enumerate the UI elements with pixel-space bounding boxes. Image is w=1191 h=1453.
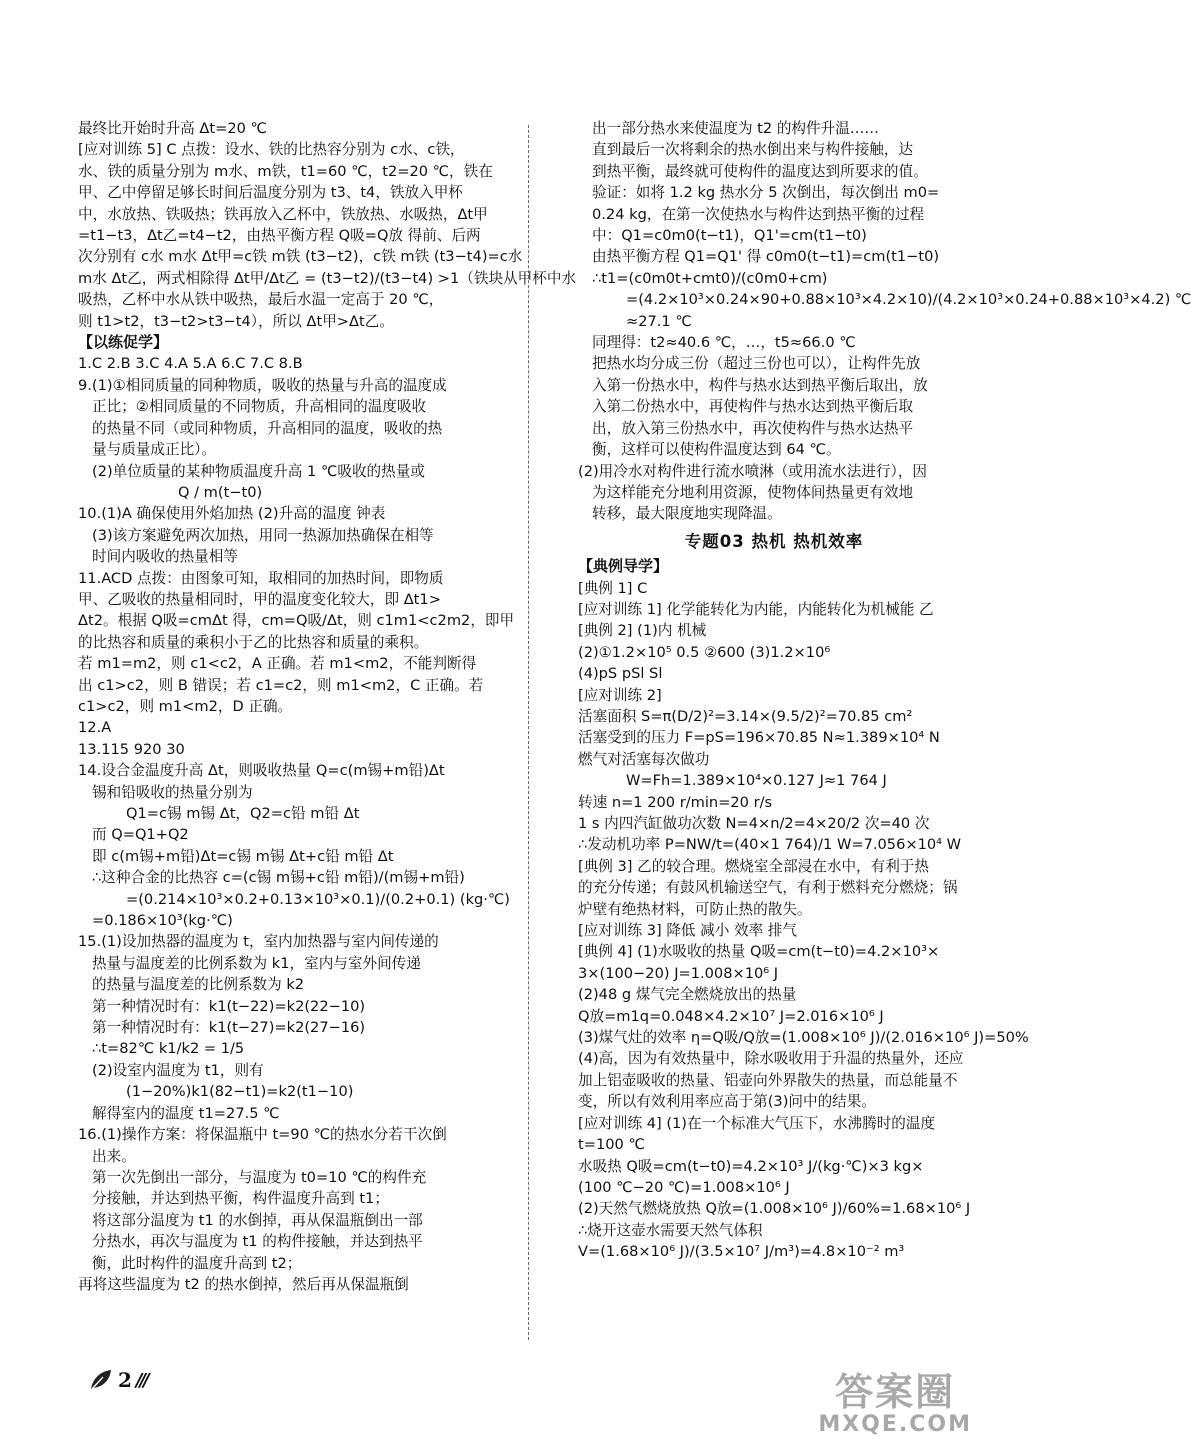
text-line: 中：Q1=c0m0(t−t1)，Q1'=cm(t1−t0) (592, 227, 867, 245)
text-line: (3)煤气灶的效率 η=Q吸/Q放=(1.008×10⁶ J)/(2.016×10⁶ J)=50% (578, 1029, 1029, 1047)
text-line: 吸热，乙杯中水从铁中吸热，最后水温一定高于 20 ℃， (78, 291, 444, 309)
text-line: 最终比开始时升高 Δt=20 ℃ (78, 120, 267, 137)
text-line: 1 s 内四汽缸做功次数 N=4×n/2=4×20/2 次=40 次 (578, 815, 930, 832)
text-line: 第一次先倒出一部分，与温度为 t0=10 ℃的构件充 (92, 1168, 427, 1186)
text-line: 出来。 (92, 1147, 136, 1165)
text-line: 0.24 kg，在第一次使热水与构件达到热平衡的过程 (592, 205, 925, 223)
text-line: 活塞面积 S=π(D/2)²=3.14×(9.5/2)²=70.85 cm² (578, 707, 913, 725)
text-line: ≈27.1 ℃ (626, 312, 692, 330)
text-line: 12.A (78, 719, 112, 737)
text-line: 【以练促学】 (78, 333, 169, 352)
text-line: (2)用冷水对构件进行流水喷淋（或用流水法进行），因 (578, 462, 928, 480)
text-line: 若 m1=m2，则 c1<c2，A 正确。若 m1<m2，不能判断得 (78, 655, 477, 673)
text-line: (2)单位质量的某种物质温度升高 1 ℃吸收的热量或 (92, 462, 425, 480)
text-line: 出 c1>c2，则 B 错误；若 c1=c2，则 m1<m2，C 正确。若 (78, 676, 484, 694)
text-line: 热量与温度差的比例系数为 k1，室内与室外间传递 (92, 954, 421, 972)
text-line: [应对训练 1] 化学能转化为内能，内能转化为机械能 乙 (578, 600, 934, 618)
text-line: 水吸热 Q吸=cm(t−t0)=4.2×10³ J/(kg·℃)×3 kg× (578, 1157, 924, 1175)
text-line: (3)该方案避免两次加热，用同一热源加热确保在相等 (92, 526, 434, 544)
text-line: 中，水放热、铁吸热；铁再放入乙杯中，铁放热、水吸热，Δt甲 (78, 205, 488, 223)
text-line: =0.186×10³(kg·℃) (92, 912, 233, 930)
text-line: =t1−t3，Δt乙=t4−t2，由热平衡方程 Q吸=Q放 得前、后两 (78, 227, 481, 245)
text-line: Q放=m1q=0.048×4.2×10⁷ J=2.016×10⁶ J (578, 1007, 884, 1025)
text-line: 到热平衡，最终就可使构件的温度达到所要求的值。 (592, 162, 928, 180)
text-line: [应对训练 4] (1)在一个标准大气压下，水沸腾时的温度 (578, 1114, 936, 1132)
text-line: 加上铝壶吸收的热量、铝壶向外界散失的热量，而总能量不 (578, 1071, 958, 1089)
text-line: 再将这些温度为 t2 的热水倒掉，然后再从保温瓶倒 (78, 1275, 409, 1293)
text-line: 第一种情况时有：k1(t−22)=k2(22−10) (92, 997, 366, 1015)
text-line: 为这样能充分地利用资源，使物体间热量更有效地 (592, 483, 914, 501)
text-line: ∴发动机功率 P=NW/t=(40×1 764)/1 W=7.056×10⁴ W (578, 836, 962, 854)
text-line: ∴烧开这壶水需要天然气体积 (578, 1221, 763, 1239)
text-line: (2)设室内温度为 t1，则有 (92, 1061, 264, 1079)
text-line: ∴这种合金的比热容 c=(c锡 m锡+c铅 m铅)/(m锡+m铅) (92, 869, 465, 887)
text-line: 入第一份热水中，构件与热水达到热平衡后取出，放 (592, 376, 928, 394)
text-line: [典例 3] 乙的较合理。燃烧室全部浸在水中，有利于热 (578, 857, 930, 875)
text-line: 13.115 920 30 (78, 740, 185, 758)
text-line: 直到最后一次将剩余的热水倒出来与构件接触，达 (592, 141, 914, 159)
watermark-top-text: 答案圈 (835, 1370, 956, 1414)
text-line: 衡，此时构件的温度升高到 t2； (92, 1254, 302, 1272)
right-column (578, 118, 1191, 1263)
text-line: 的热量与温度差的比例系数为 k2 (92, 976, 305, 994)
text-line: W=Fh=1.389×10⁴×0.127 J≈1 764 J (626, 772, 887, 790)
text-line: (100 ℃−20 ℃)=1.008×10⁶ J (578, 1178, 790, 1196)
leaf-icon (88, 1367, 114, 1393)
text-line: Q1=c锡 m锡 Δt，Q2=c铅 m铅 Δt (126, 805, 360, 822)
text-line: 15.(1)设加热器的温度为 t，室内加热器与室内间传递的 (78, 933, 439, 951)
text-line: 而 Q=Q1+Q2 (92, 826, 189, 844)
text-line: 11.ACD 点拨：由图象可知，取相同的加热时间，即物质 (78, 569, 444, 587)
text-line: 将这部分温度为 t1 的水倒掉，再从保温瓶倒出一部 (92, 1211, 423, 1229)
text-line: 把热水均分成三份（超过三份也可以），让构件先放 (592, 355, 921, 373)
text-line: 水、铁的质量分别为 m水、m铁，t1=60 ℃，t2=20 ℃，铁在 (78, 162, 493, 180)
text-line: 1.C 2.B 3.C 4.A 5.A 6.C 7.C 8.B (78, 355, 303, 373)
text-line: 14.设合金温度升高 Δt，则吸收热量 Q=c(m锡+m铅)Δt (78, 762, 445, 780)
text-line: 入第二份热水中，再使构件与热水达到热平衡后取 (592, 398, 914, 416)
page-number: 2 (118, 1368, 132, 1392)
text-line: 量与质量成正比）。 (92, 441, 217, 459)
text-line: V=(1.68×10⁶ J)/(3.5×10⁷ J/m³)=4.8×10⁻² m³ (578, 1243, 905, 1261)
section-title: 专题03 热机 热机效率 (684, 531, 864, 551)
text-line: 甲、乙中停留足够长时间后温度分别为 t3、t4，铁放入甲杯 (78, 184, 463, 202)
text-line: 解得室内的温度 t1=27.5 ℃ (92, 1104, 280, 1122)
text-line: Δt2。根据 Q吸=cmΔt 得，cm=Q吸/Δt，则 c1m1<c2m2，即甲 (78, 612, 515, 630)
text-line: 【典例导学】 (578, 557, 669, 576)
text-line: (2)①1.2×10⁵ 0.5 ②600 (3)1.2×10⁶ (578, 643, 831, 661)
text-line: 由热平衡方程 Q1=Q1' 得 c0m0(t−t1)=cm(t1−t0) (592, 248, 940, 266)
text-line: 9.(1)①相同质量的同种物质，吸收的热量与升高的温度成 (78, 376, 447, 394)
text-line: 时间内吸收的热量相等 (92, 548, 238, 566)
text-line: 衡，这样可以使构件温度达到 64 ℃。 (592, 441, 841, 459)
text-line: 正比；②相同质量的不同物质，升高相同的温度吸收 (92, 398, 427, 416)
text-line: t=100 ℃ (578, 1136, 645, 1154)
text-line: (2)天然气燃烧放热 Q放=(1.008×10⁶ J)/60%=1.68×10⁶ J (578, 1200, 971, 1218)
text-line: 次分别有 c水 m水 Δt甲=c铁 m铁 (t3−t2)，c铁 m铁 (t3−t4)=c水 (78, 248, 523, 266)
text-line: [典例 2] (1)内 机械 (578, 622, 707, 640)
text-line: 炉壁有绝热材料，可防止热的散失。 (578, 900, 812, 918)
text-line: Q / m(t−t0) (178, 483, 263, 501)
right-column-answers-part (578, 118, 1191, 525)
text-line: 的热量不同（或同种物质，升高相同的温度，吸收的热 (92, 419, 443, 437)
text-line: (4)高，因为有效热量中，除水吸收用于升温的热量外，还应 (578, 1050, 964, 1068)
text-line: 的比热容和质量的乘积小于乙的比热容和质量的乘积。 (78, 633, 429, 651)
text-line: ∴t=82℃ k1/k2 = 1/5 (92, 1040, 245, 1058)
text-line: [应对训练 3] 降低 减小 效率 排气 (578, 922, 797, 940)
column-divider (528, 125, 529, 1340)
footer-decoration: /// (135, 1369, 147, 1391)
text-line: 3×(100−20) J=1.008×10⁶ J (578, 964, 779, 982)
right-column-section-body (578, 556, 1029, 1262)
text-line: 转移，最大限度地实现降温。 (592, 505, 782, 523)
text-line: =(4.2×10³×0.24×90+0.88×10³×4.2×10)/(4.2×10³×0.24+0.88×10³×4.2) ℃ (626, 291, 1191, 309)
text-line: 的充分传递；有鼓风机输送空气，有利于燃料充分燃烧；锅 (578, 879, 958, 897)
text-line: ∴t1=(c0m0t+cmt0)/(c0m0+cm) (592, 269, 828, 287)
text-line: 分热水，再次与温度为 t1 的构件接触，并达到热平 (92, 1233, 423, 1251)
text-line: (4)pS pSl Sl (578, 665, 663, 683)
text-line: [典例 4] (1)水吸收的热量 Q吸=cm(t−t0)=4.2×10³× (578, 943, 940, 961)
text-line: 出，放入第三份热水中，再次使构件与热水达热平 (592, 419, 914, 437)
text-line: 16.(1)操作方案：将保温瓶中 t=90 ℃的热水分若干次倒 (78, 1126, 447, 1144)
text-line: [应对训练 2] (578, 686, 662, 704)
text-line: =(0.214×10³×0.2+0.13×10³×0.1)/(0.2+0.1) (kg·℃) (126, 890, 511, 908)
text-line: 分接触，并达到热平衡，构件温度升高到 t1； (92, 1190, 389, 1208)
text-line: [典例 1] C (578, 579, 648, 597)
text-line: 燃气对活塞每次做功 (578, 750, 710, 768)
watermark-bottom-text: MXQE.COM (818, 1412, 972, 1437)
text-line: 验证：如将 1.2 kg 热水分 5 次倒出，每次倒出 m0= (592, 184, 940, 202)
text-line: 出一部分热水来使温度为 t2 的构件升温…… (592, 120, 879, 137)
text-line: 活塞受到的压力 F=pS=196×70.85 N≈1.389×10⁴ N (578, 729, 940, 747)
text-line: m水 Δt乙，两式相除得 Δt甲/Δt乙 = (t3−t2)/(t3−t4) >1（铁块从甲杯中水 (78, 269, 577, 287)
text-line: 甲、乙吸收的热量相同时，甲的温度变化较大，即 Δt1> (78, 590, 441, 608)
left-column (78, 118, 577, 1295)
page-footer (88, 1362, 147, 1398)
text-line: 即 c(m锡+m铅)Δt=c锡 m锡 Δt+c铅 m铅 Δt (92, 847, 394, 865)
text-line: c1>c2，则 m1<m2，D 正确。 (78, 697, 293, 715)
text-line: 第一种情况时有：k1(t−27)=k2(27−16) (92, 1019, 366, 1037)
text-line: 锡和铅吸收的热量分别为 (92, 783, 253, 801)
text-line: 转速 n=1 200 r/min=20 r/s (578, 793, 773, 811)
text-line: 变，所以有效利用率应高于第(3)问中的结果。 (578, 1093, 876, 1111)
text-line: 10.(1)A 确保使用外焰加热 (2)升高的温度 钟表 (78, 505, 386, 523)
text-line: (1−20%)k1(82−t1)=k2(t1−10) (126, 1083, 354, 1101)
text-line: [应对训练 5] C 点拨：设水、铁的比热容分别为 c水、c铁， (78, 141, 465, 159)
text-line: 则 t1>t2，t3−t2>t3−t4），所以 Δt甲>Δt乙。 (78, 312, 394, 330)
site-watermark (818, 1372, 972, 1438)
text-line: 同理得：t2≈40.6 ℃，…，t5≈66.0 ℃ (592, 334, 856, 352)
text-line: (2)48 g 煤气完全燃烧放出的热量 (578, 986, 797, 1004)
